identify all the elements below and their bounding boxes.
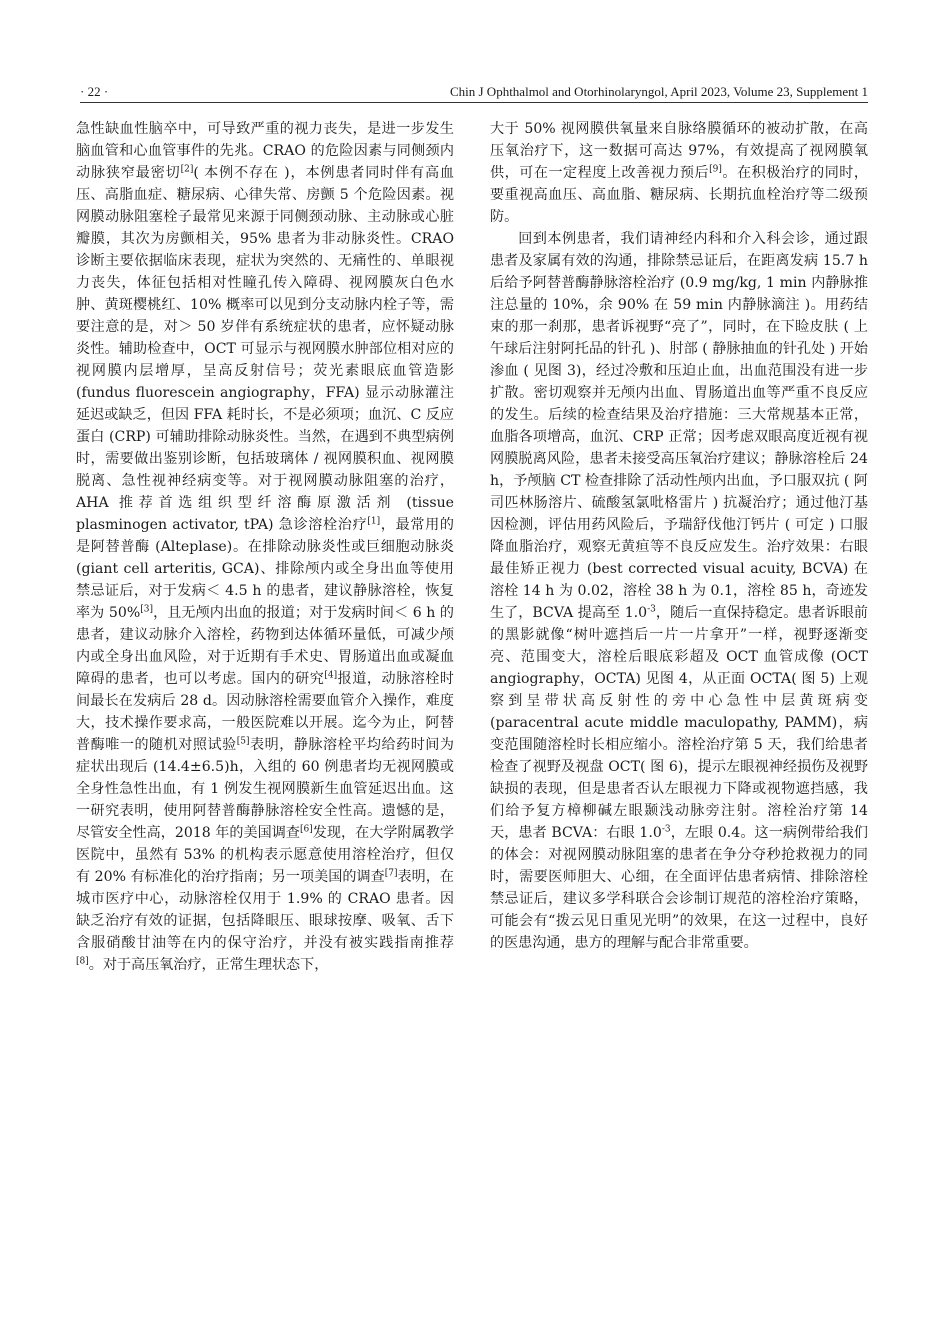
- left-paragraph-1: [76, 118, 454, 976]
- text-run: ，随后一直保持稳定。患者诉眼前的黑影就像“树叶遮挡后一片一片拿开”一样，视野逐渐变亮、范围变大，溶栓后眼底彩超及 OCT 血管成像 (OCT angiography，OCTA) 见图 4，从正面 OCTA( 图 5) 上观察到呈带状高反射性的旁中心急性中层黄斑病变 (paracentral acute middle maculopathy, PAMM)，病变范围随溶栓时长相应缩小。溶栓治疗第 5 天，我们给患者检查了视野及视盘 OCT( 图 6)，提示左眼视神经损伤及视野缺损的表现，但是患者否认左眼视力下降或视物遮挡感，我们给予复方樟柳碱左眼颞浅动脉旁注射。溶栓治疗第 14 天，患者 BCVA：右眼 1.0: [490, 605, 868, 841]
- citation-ref: [7]: [384, 868, 398, 879]
- superscript: -3: [647, 604, 656, 615]
- right-column: [490, 118, 868, 954]
- text-run: ，最常用的是阿替普酶 (Alteplase)。在排除动脉炎性或巨细胞动脉炎 (giant cell arteritis, GCA)、排除颅内或全身出血等使用禁忌证后，对于发病＜ 4.5 h 的患者，建议静脉溶栓，恢复率为 50%: [76, 517, 455, 621]
- text-run: 急性缺血性脑卒中，可导致严重的视力丧失，是进一步发生脑血管和心血管事件的先兆。CRAO 的危险因素与同侧颈内动脉狭窄最密切: [76, 121, 454, 181]
- citation-ref: [8]: [76, 956, 89, 967]
- text-run: 表明，静脉溶栓平均给药时间为症状出现后 (14.4±6.5)h，入组的 60 例患者均无视网膜或全身性急性出血，有 1 例发生视网膜新生血管延迟出血。这一研究表明，使用阿替普酶静脉溶栓安全性高。遗憾的是，尽管安全性高，2018 年的美国调查: [76, 737, 455, 841]
- text-run: 大于 50% 视网膜供氧量来自脉络膜循环的被动扩散，在高压氧治疗下，这一数据可高达 97%，有效提高了视网膜氧供，可在一定程度上改善视力预后: [490, 121, 868, 181]
- citation-ref: [1]: [367, 516, 381, 527]
- text-run: 表明，在城市医疗中心，动脉溶栓仅用于 1.9% 的 CRAO 患者。因缺乏治疗有效的证据，包括降眼压、眼球按摩、吸氧、舌下含服硝酸甘油等在内的保守治疗，并没有被实践指南推荐: [76, 869, 454, 951]
- citation-ref: [4]: [324, 670, 338, 681]
- text-run: 。在积极治疗的同时，要重视高血压、高血脂、糖尿病、长期抗血栓治疗等二级预防。: [490, 165, 869, 225]
- right-paragraph-2: [490, 228, 868, 954]
- superscript: -3: [661, 824, 671, 835]
- citation-ref: [9]: [709, 164, 722, 175]
- text-run: 发现，在大学附属教学医院中，虽然有 53% 的机构表示愿意使用溶栓治疗，但仅有 20% 有标准化的治疗指南；另一项美国的调查: [76, 825, 454, 885]
- page-number: · 22 ·: [80, 84, 109, 99]
- text-run: 报道，动脉溶栓时间最长在发病后 28 d。因动脉溶栓需要血管介入操作，难度大，技术操作要求高，一般医院难以开展。迄今为止，阿替普酶唯一的随机对照试验: [76, 671, 455, 753]
- text-run: ( 本例不存在 )，本例患者同时伴有高血压、高脂血症、糖尿病、心律失常、房颤 5 个危险因素。视网膜动脉阻塞栓子最常见来源于同侧颈动脉、主动脉或心脏瓣膜，其次为房颤相关，95% 患者为非动脉炎性。CRAO 诊断主要依据临床表现，症状为突然的、无痛性的、单眼视力丧失，体征包括相对性瞳孔传入障碍、视网膜灰白色水肿、黄斑樱桃红、10% 概率可以见到分支动脉内栓子等，需要注意的是，对＞ 50 岁伴有系统症状的患者，应怀疑动脉炎性。辅助检查中，OCT 可显示与视网膜水肿部位相对应的视网膜内层增厚，呈高反射信号；荧光素眼底血管造影 (fundus fluorescein angiography，FFA) 显示动脉灌注延迟或缺乏，但因 FFA 耗时长，不是必须项；血沉、C 反应蛋白 (CRP) 可辅助排除动脉炎性。当然，在遇到不典型病例时，需要做出鉴别诊断，包括玻璃体 / 视网膜积血、视网膜脱离、急性视神经病变等。对于视网膜动脉阻塞的治疗，AHA 推荐首选组织型纤溶酶原激活剂 (tissue plasminogen activator, tPA) 急诊溶栓治疗: [76, 165, 454, 533]
- left-column: [76, 118, 454, 976]
- right-paragraph-1: [490, 118, 868, 228]
- citation-ref: [5]: [236, 736, 250, 747]
- citation-ref: [6]: [300, 824, 313, 835]
- citation-ref: [3]: [140, 604, 153, 615]
- running-header: [80, 82, 868, 103]
- text-run: ，左眼 0.4。这一病例带给我们的体会：对视网膜动脉阻塞的患者在争分夺秒抢救视力的同时，需要医师胆大、心细，在全面评估患者病情、排除溶栓禁忌证后，建议多学科联合会诊制订规范的溶栓治疗策略，可能会有“拨云见日重见光明”的效果，在这一过程中，良好的医患沟通，患方的理解与配合非常重要。: [490, 825, 868, 951]
- text-run: 回到本例患者，我们请神经内科和介入科会诊，通过跟患者及家属有效的沟通，排除禁忌证后，在距离发病 15.7 h 后给予阿替普酶静脉溶栓治疗 (0.9 mg/kg, 1 min 内静脉推注总量的 10%，余 90% 在 59 min 内静脉滴注 )。用药结束的那一刹那，患者诉视野“亮了”，同时，在下睑皮肤 ( 上午球后注射阿托品的针孔 )、肘部 ( 静脉抽血的针孔处 ) 开始渗血 ( 见图 3)，经过冷敷和压迫止血，出血范围没有进一步扩散。密切观察并无颅内出血、胃肠道出血等严重不良反应的发生。后续的检查结果及治疗措施：三大常规基本正常，血脂各项增高，血沉、CRP 正常；因考虑双眼高度近视有视网膜脱离风险，患者未接受高压氧治疗建议；静脉溶栓后 24 h，予颅脑 CT 检查排除了活动性颅内出血，予口服双抗 ( 阿司匹林肠溶片、硫酸氢氯吡格雷片 ) 抗凝治疗；通过他汀基因检测，评估用药风险后，予瑞舒伐他汀钙片 ( 可定 ) 口服降血脂治疗，观察无黄疸等不良反应发生。治疗效果：右眼最佳矫正视力 (best corrected visual acuity, BCVA) 在溶栓 14 h 为 0.02，溶栓 38 h 为 0.1，溶栓 85 h，奇迹发生了，BCVA 提高至 1.0: [490, 231, 868, 621]
- citation-ref: [2]: [180, 164, 194, 175]
- text-run: 。对于高压氧治疗，正常生理状态下，: [88, 957, 329, 973]
- journal-title: Chin J Ophthalmol and Otorhinolaryngol, April 2023, Volume 23, Supplement 1: [449, 84, 868, 99]
- text-run: ，且无颅内出血的报道；对于发病时间＜ 6 h 的患者，建议动脉介入溶栓，药物到达体循环量低，可减少颅内或全身出血风险，对于近期有手术史、胃肠道出血或凝血障碍的患者，也可以考虑。国内的研究: [76, 605, 454, 687]
